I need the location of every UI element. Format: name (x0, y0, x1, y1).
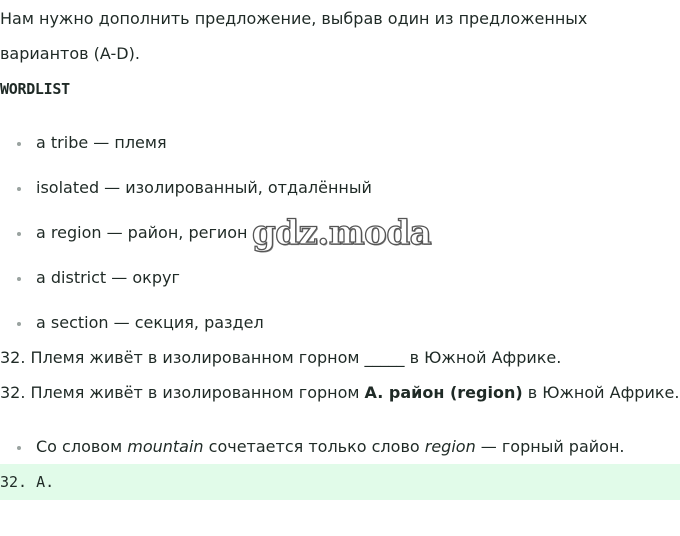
answer-box (0, 464, 680, 500)
bullet-icon (17, 142, 21, 146)
task-question: 32. Племя живёт в изолированном горном _____ в Южной Африке. (0, 348, 562, 367)
task-filled-sentence (0, 383, 679, 402)
wordlist-item: a region — район, регион (36, 223, 248, 242)
wordlist-item: a district — округ (36, 268, 180, 287)
note-part: — горный район. (475, 437, 625, 456)
bullet-icon (17, 277, 21, 281)
note-part: Со словом (36, 437, 128, 456)
watermark-logo: gdz.moda (252, 213, 432, 253)
bullet-icon (17, 232, 21, 236)
note-word-mountain: mountain (127, 437, 204, 456)
note-part: сочетается только слово (203, 437, 425, 456)
wordlist-item: isolated — изолированный, отдалённый (36, 178, 372, 197)
bullet-icon (17, 187, 21, 191)
answer-text: 32. A. (0, 473, 55, 491)
intro-line-2: вариантов (A-D). (0, 44, 140, 63)
wordlist-item: a section — секция, раздел (36, 313, 264, 332)
task-note (36, 437, 625, 456)
wordlist-heading: WORDLIST (0, 80, 70, 98)
filled-answer: A. район (region) (364, 383, 523, 402)
intro-line-1: Нам нужно дополнить предложение, выбрав один из предложенных (0, 9, 588, 28)
note-word-region: region (424, 437, 476, 456)
bullet-icon (17, 322, 21, 326)
filled-suffix: в Южной Африке. (522, 383, 680, 402)
wordlist-item: a tribe — племя (36, 133, 167, 152)
bullet-icon (17, 446, 21, 450)
filled-prefix: 32. Племя живёт в изолированном горном (0, 383, 365, 402)
